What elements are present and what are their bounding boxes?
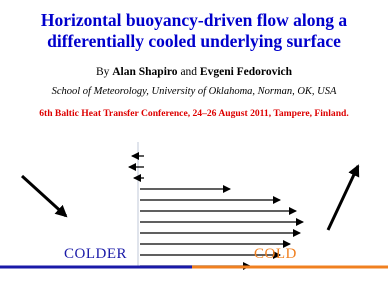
authors-join: and	[177, 66, 200, 78]
slide-title	[0, 10, 388, 52]
authors	[0, 66, 388, 78]
title-line-2: differentially cooled underlying surface	[47, 31, 341, 51]
cold-label: COLD	[254, 246, 297, 262]
author-1: Alan Shapiro	[112, 66, 178, 78]
flow-diagram	[0, 140, 388, 300]
arrow-down-right-icon	[22, 176, 66, 216]
authors-prefix: By	[95, 66, 113, 78]
colder-label: COLDER	[64, 246, 127, 262]
title-line-1: Horizontal buoyancy-driven flow along a	[40, 10, 348, 30]
affiliation: School of Meteorology, University of Oklahoma, Norman, OK, USA	[51, 86, 337, 97]
conference-line: 6th Baltic Heat Transfer Conference, 24–26 August 2011, Tampere, Finland.	[39, 108, 349, 119]
author-2: Evgeni Fedorovich	[199, 66, 293, 78]
arrow-up-right-icon	[328, 166, 358, 230]
